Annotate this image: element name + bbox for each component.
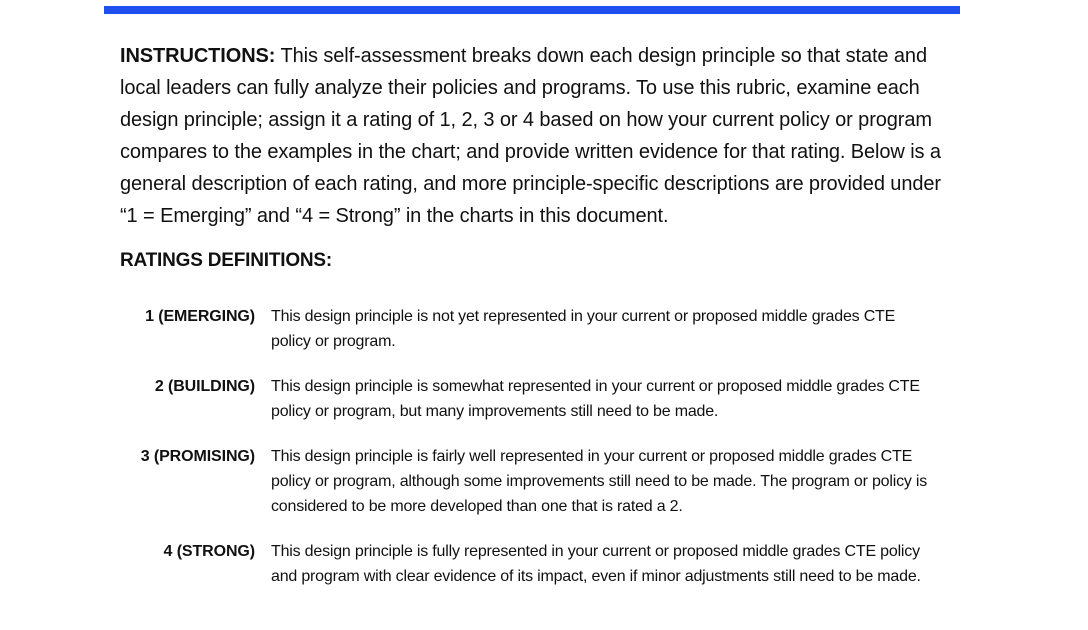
instructions-paragraph bbox=[120, 40, 950, 232]
ratings-heading: RATINGS DEFINITIONS: bbox=[120, 250, 333, 271]
rating-description: This design principle is not yet represented in your current or proposed middle grades CTE policy or program. bbox=[271, 308, 896, 350]
rating-description: This design principle is fairly well represented in your current or proposed middle grades CTE policy or program, although some improvements still need to be made. The program or policy is considered to be more developed than one that is rated a 2. bbox=[271, 448, 928, 515]
rating-label: 3 (PROMISING) bbox=[140, 448, 255, 465]
rating-label: 4 (STRONG) bbox=[163, 543, 255, 560]
rating-description: This design principle is fully represented in your current or proposed middle grades CTE policy and program with clear evidence of its impact, even if minor adjustments still need to be made. bbox=[271, 543, 921, 585]
instructions-lead: INSTRUCTIONS: bbox=[120, 45, 276, 67]
header-accent-bar bbox=[104, 6, 960, 14]
rating-label: 2 (BUILDING) bbox=[154, 378, 255, 395]
rating-description: This design principle is somewhat represented in your current or proposed middle grades CTE policy or program, but many improvements still need to be made. bbox=[271, 378, 920, 420]
instructions-text: This self-assessment breaks down each design principle so that state and local leaders can fully analyze their policies and programs. To use this rubric, examine each design principle; assign it a rating of 1, 2, 3 or 4 based on how your current policy or program compares to the examples in the chart; and provide written evidence for that rating. Below is a general description of each rating, and more principle-specific descriptions are provided under “1 = Emerging” and “4 = Strong” in the charts in this document. bbox=[120, 45, 941, 227]
rating-label: 1 (EMERGING) bbox=[145, 308, 255, 325]
